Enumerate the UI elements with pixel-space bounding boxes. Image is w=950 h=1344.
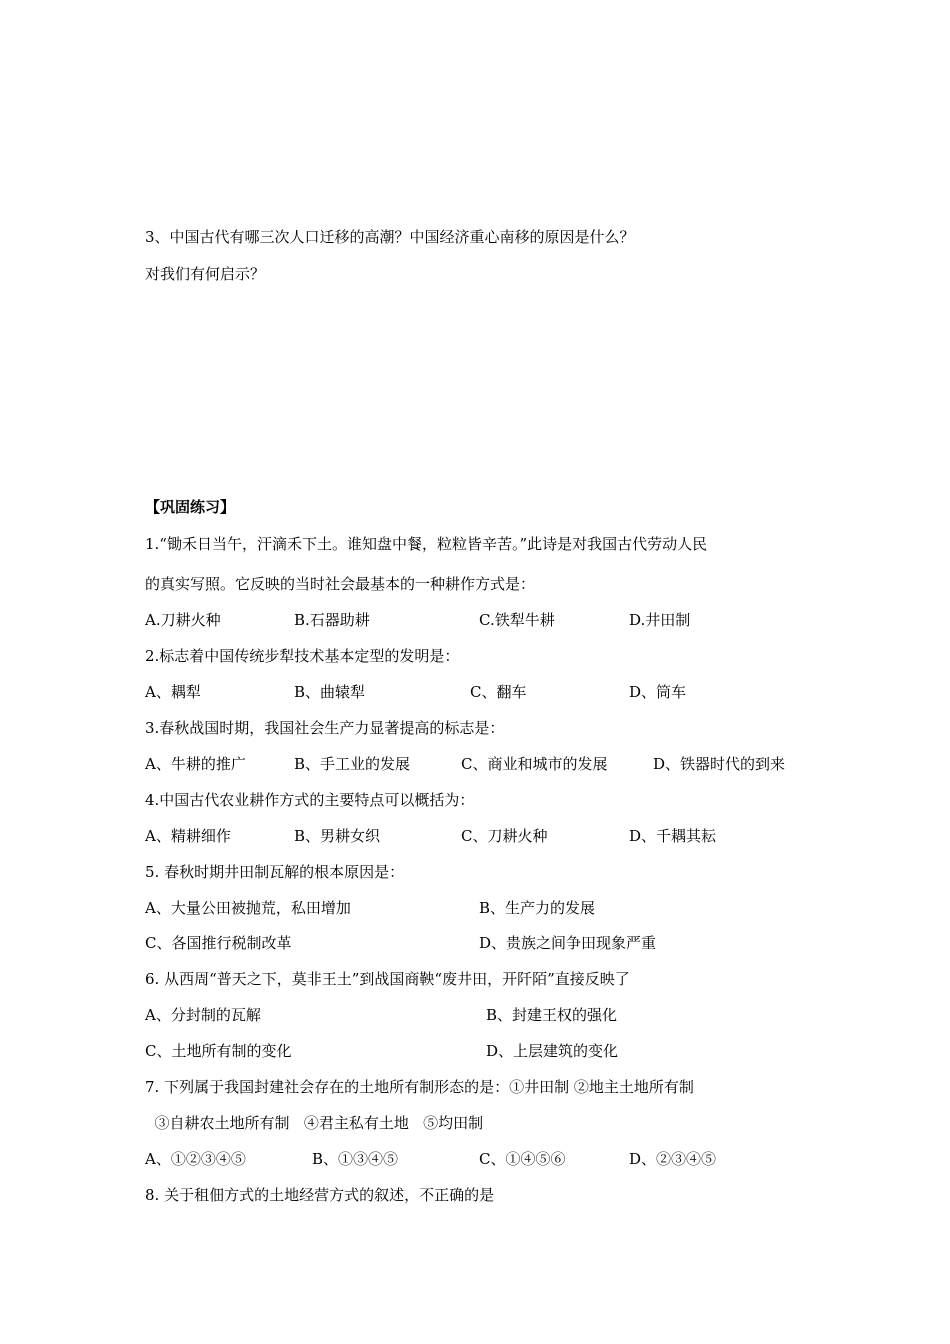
question-1-option-c: C.铁犁牛耕 — [479, 611, 555, 629]
question-6-option-c: C、土地所有制的变化 — [145, 1042, 292, 1060]
section-title: 【巩固练习】 — [145, 498, 236, 516]
question-5-option-a: A、大量公田被抛荒，私田增加 — [145, 899, 351, 917]
question-7-option-b: B、①③④⑤ — [312, 1150, 399, 1168]
question-7-option-d: D、②③④⑤ — [629, 1150, 717, 1168]
question-5-option-b: B、生产力的发展 — [479, 899, 596, 917]
question-6-option-a: A、分封制的瓦解 — [145, 1006, 261, 1024]
question-3-option-d: D、铁器时代的到来 — [653, 755, 786, 773]
question-7-stem-line-2: ③自耕农土地所有制 ④君主私有土地 ⑤均田制 — [145, 1114, 484, 1132]
question-4-option-c: C、刀耕火种 — [461, 827, 548, 845]
question-3-stem: 3.春秋战国时期，我国社会生产力显著提高的标志是： — [145, 719, 505, 737]
question-3-line-2: 对我们有何启示？ — [145, 265, 266, 283]
question-1-stem-line-1: 1.“锄禾日当午，汗滴禾下土。谁知盘中餐，粒粒皆辛苦。”此诗是对我国古代劳动人民 — [145, 535, 708, 553]
question-2-option-b: B、曲辕犁 — [294, 683, 366, 701]
question-4-option-a: A、精耕细作 — [145, 827, 231, 845]
question-3-option-b: B、手工业的发展 — [294, 755, 411, 773]
question-8-stem: 8. 关于租佃方式的土地经营方式的叙述，不正确的是 — [145, 1186, 495, 1204]
question-1-option-b: B.石器助耕 — [294, 611, 370, 629]
question-4-option-b: B、男耕女织 — [294, 827, 381, 845]
question-7-option-a: A、①②③④⑤ — [145, 1150, 246, 1168]
question-2-option-d: D、筒车 — [629, 683, 687, 701]
question-3-option-c: C、商业和城市的发展 — [461, 755, 608, 773]
question-5-option-c: C、各国推行税制改革 — [145, 934, 292, 952]
question-4-stem: 4.中国古代农业耕作方式的主要特点可以概括为： — [145, 791, 475, 809]
question-3-option-a: A、牛耕的推广 — [145, 755, 246, 773]
question-1-option-a: A.刀耕火种 — [145, 611, 221, 629]
question-5-stem: 5. 春秋时期井田制瓦解的根本原因是： — [145, 863, 405, 881]
question-5-option-d: D、贵族之间争田现象严重 — [479, 934, 657, 952]
question-3-line-1: 3、中国古代有哪三次人口迁移的高潮？中国经济重心南移的原因是什么？ — [145, 228, 635, 246]
question-7-stem-line-1: 7. 下列属于我国封建社会存在的土地所有制形态的是：①井田制 ②地主土地所有制 — [145, 1078, 694, 1096]
question-2-stem: 2.标志着中国传统步犁技术基本定型的发明是： — [145, 647, 460, 665]
question-1-stem-line-2: 的真实写照。它反映的当时社会最基本的一种耕作方式是： — [145, 575, 536, 593]
question-6-option-b: B、封建王权的强化 — [486, 1006, 618, 1024]
question-2-option-c: C、翻车 — [470, 683, 527, 701]
question-2-option-a: A、耦犁 — [145, 683, 201, 701]
question-1-option-d: D.井田制 — [629, 611, 691, 629]
question-7-option-c: C、①④⑤⑥ — [479, 1150, 566, 1168]
question-6-option-d: D、上层建筑的变化 — [486, 1042, 619, 1060]
question-6-stem: 6. 从西周“普天之下，莫非王土”到战国商鞅“废井田，开阡陌”直接反映了 — [145, 970, 630, 988]
question-4-option-d: D、千耦其耘 — [629, 827, 717, 845]
